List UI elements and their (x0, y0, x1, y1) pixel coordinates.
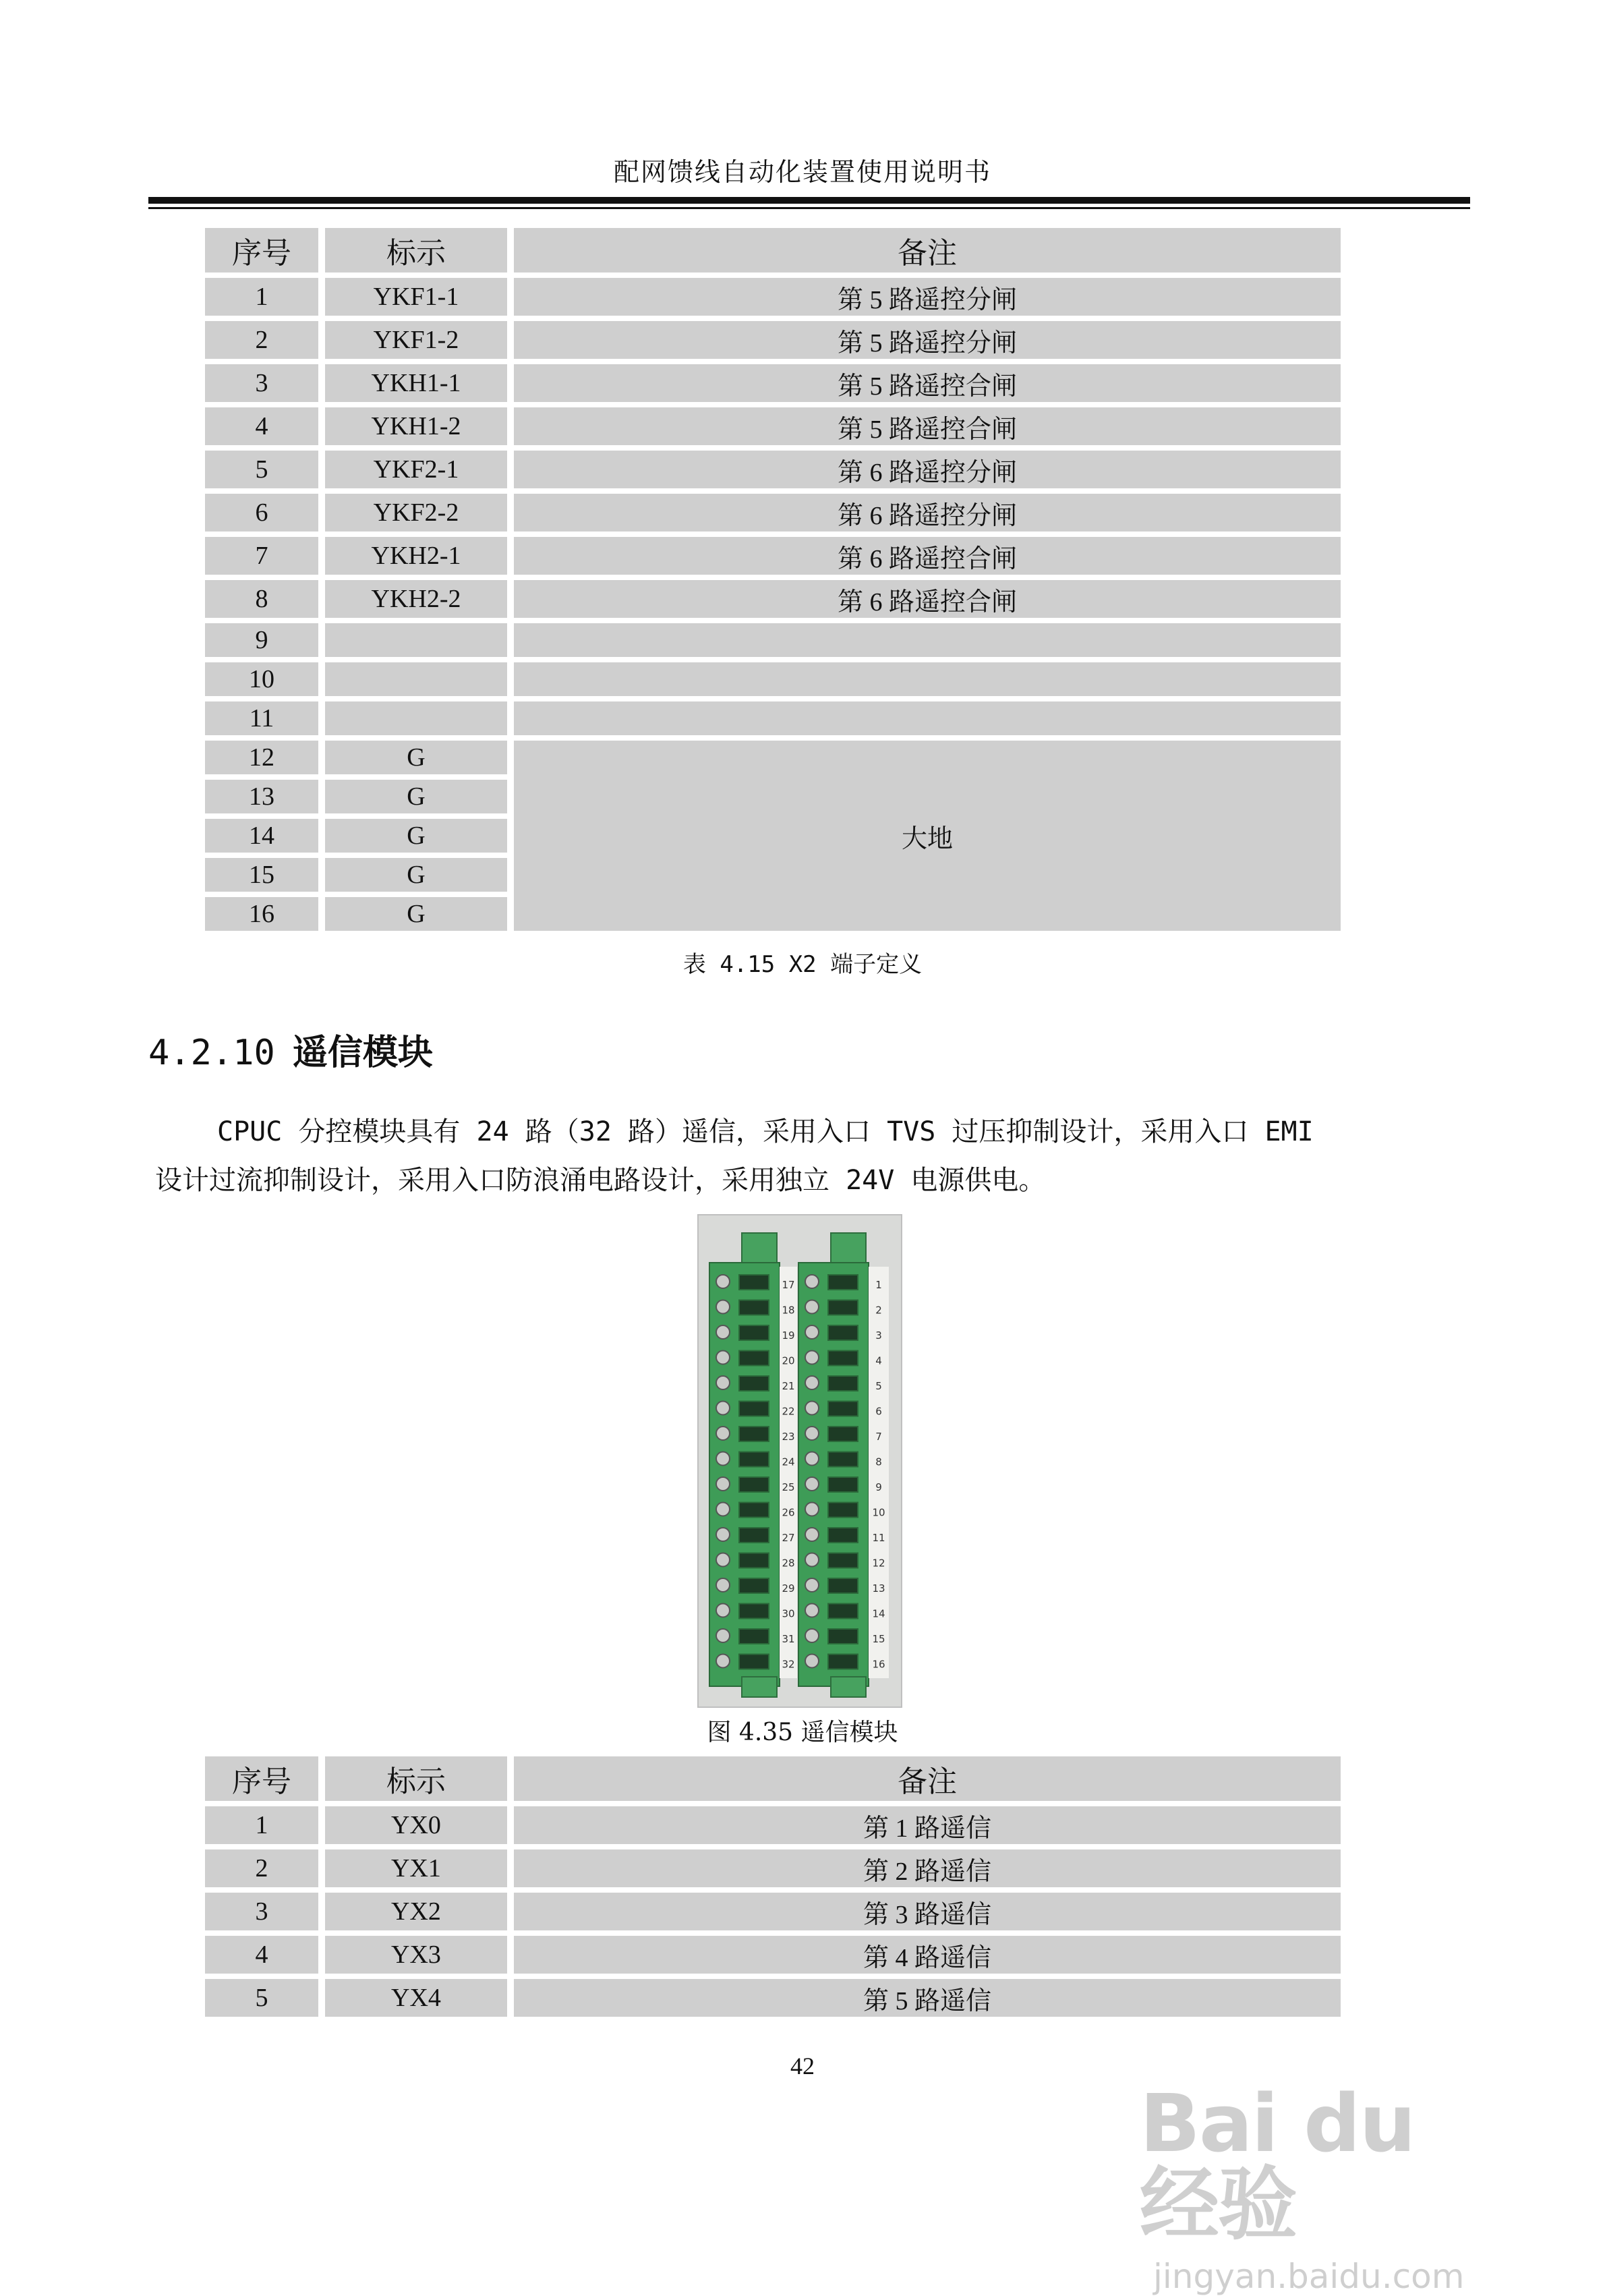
row-label (325, 623, 507, 657)
row-label: YKH2-2 (325, 580, 507, 618)
row-label (325, 701, 507, 735)
section-heading (148, 1024, 433, 1074)
terminal-label: 12 (872, 1557, 885, 1570)
wire-socket (828, 1427, 858, 1441)
row-label: YX2 (325, 1893, 507, 1930)
row-label: YX0 (325, 1806, 507, 1844)
row-label: YKH2-1 (325, 537, 507, 575)
wire-socket (739, 1528, 769, 1543)
merged-note-ground: 大地 (514, 741, 1341, 931)
terminal-label: 13 (872, 1582, 885, 1595)
row-note: 第 6 路遥控分闸 (514, 494, 1341, 532)
table-row (205, 1936, 1341, 1974)
row-label: G (325, 741, 507, 774)
screw-icon (805, 1553, 819, 1567)
row-index: 2 (205, 1849, 318, 1887)
screw-icon (716, 1402, 730, 1415)
table-row (205, 1893, 1341, 1930)
wire-socket (828, 1604, 858, 1619)
wire-socket (828, 1528, 858, 1543)
row-index: 14 (205, 819, 318, 853)
row-label: YKF1-2 (325, 321, 507, 359)
terminal-label: 6 (875, 1405, 882, 1418)
screw-icon (716, 1452, 730, 1466)
screw-icon (716, 1604, 730, 1617)
row-label: YX1 (325, 1849, 507, 1887)
terminal-label: 16 (872, 1658, 885, 1671)
header-note: 备注 (514, 228, 1341, 272)
terminal-label: 1 (875, 1279, 882, 1291)
terminal-label: 28 (782, 1557, 795, 1570)
screw-icon (716, 1477, 730, 1491)
screw-icon (716, 1629, 730, 1642)
wire-socket (739, 1553, 769, 1568)
terminal-label: 19 (782, 1329, 795, 1342)
row-label: G (325, 819, 507, 853)
table-header-row (205, 1756, 1341, 1801)
screw-icon (716, 1503, 730, 1516)
wire-socket (828, 1325, 858, 1340)
row-label (325, 662, 507, 696)
wire-socket (739, 1427, 769, 1441)
table-row (205, 407, 1341, 445)
terminal-label: 9 (875, 1481, 882, 1493)
terminal-label: 20 (782, 1354, 795, 1367)
screw-icon (805, 1578, 819, 1592)
row-index: 10 (205, 662, 318, 696)
terminal-label: 18 (782, 1304, 795, 1317)
screw-icon (805, 1655, 819, 1668)
screw-icon (805, 1503, 819, 1516)
row-note: 第 6 路遥控合闸 (514, 580, 1341, 618)
wire-socket (828, 1402, 858, 1416)
wire-socket (828, 1351, 858, 1366)
screw-icon (805, 1528, 819, 1541)
row-label: G (325, 858, 507, 892)
wire-socket (739, 1578, 769, 1593)
table-row (205, 1806, 1341, 1844)
row-note: 第 5 路遥控合闸 (514, 407, 1341, 445)
screw-icon (805, 1351, 819, 1365)
screw-icon (716, 1325, 730, 1339)
wire-socket (739, 1325, 769, 1340)
row-index: 9 (205, 623, 318, 657)
wire-socket (828, 1477, 858, 1492)
row-note: 第 3 路遥信 (514, 1893, 1341, 1930)
terminal-label: 5 (875, 1380, 882, 1392)
screw-icon (716, 1376, 730, 1389)
table-row (205, 278, 1341, 316)
table-row (205, 364, 1341, 402)
row-label: YKH1-1 (325, 364, 507, 402)
body-paragraph (155, 1108, 1457, 1205)
screw-icon (805, 1629, 819, 1642)
header-index: 序号 (205, 1756, 318, 1801)
screw-icon (805, 1477, 819, 1491)
wire-socket (828, 1300, 858, 1315)
wire-socket (739, 1376, 769, 1391)
watermark-url: jingyan.baidu.com (1153, 2257, 1465, 2296)
page-number: 42 (790, 2053, 815, 2079)
section-title: 遥信模块 (292, 1032, 433, 1073)
row-label: YKH1-2 (325, 407, 507, 445)
table-row (205, 1979, 1341, 2017)
table-row (205, 494, 1341, 532)
left-block-bottom (742, 1677, 777, 1697)
wire-socket (739, 1503, 769, 1518)
header-label: 标示 (325, 228, 507, 272)
screw-icon (805, 1325, 819, 1339)
terminal-label: 32 (782, 1658, 795, 1671)
row-note: 第 5 路遥控合闸 (514, 364, 1341, 402)
row-index: 11 (205, 701, 318, 735)
table-row (205, 580, 1341, 618)
terminal-label: 8 (875, 1456, 882, 1468)
terminal-label: 17 (782, 1279, 795, 1291)
wire-socket (739, 1655, 769, 1669)
row-index: 4 (205, 407, 318, 445)
terminal-label: 22 (782, 1405, 795, 1418)
row-index: 7 (205, 537, 318, 575)
wire-socket (739, 1629, 769, 1644)
wire-socket (739, 1351, 769, 1366)
row-label: G (325, 780, 507, 813)
terminal-label: 25 (782, 1481, 795, 1493)
terminal-label: 10 (872, 1506, 885, 1519)
terminal-label: 23 (782, 1431, 795, 1443)
row-label: YX4 (325, 1979, 507, 2017)
remote-signal-module-photo (697, 1214, 902, 1708)
screw-icon (805, 1402, 819, 1415)
header-label: 标示 (325, 1756, 507, 1801)
screw-icon (805, 1275, 819, 1288)
screw-icon (716, 1553, 730, 1567)
screw-icon (716, 1528, 730, 1541)
row-index: 3 (205, 364, 318, 402)
header-rule-thin (148, 207, 1470, 209)
screw-icon (716, 1655, 730, 1668)
watermark-logo: Bai du 经验 (1140, 2077, 1415, 2251)
row-note: 第 4 路遥信 (514, 1936, 1341, 1974)
table-row (205, 741, 1341, 774)
row-note: 第 6 路遥控分闸 (514, 451, 1341, 488)
figure-caption: 图 4.35 遥信模块 (707, 1719, 898, 1746)
terminal-label: 14 (872, 1607, 885, 1620)
row-note (514, 623, 1341, 657)
row-index: 13 (205, 780, 318, 813)
terminal-label: 3 (875, 1329, 882, 1342)
screw-icon (805, 1452, 819, 1466)
terminal-label: 26 (782, 1506, 795, 1519)
terminal-label: 31 (782, 1633, 795, 1645)
wire-socket (828, 1578, 858, 1593)
row-note (514, 662, 1341, 696)
row-index: 6 (205, 494, 318, 532)
row-label: YKF2-1 (325, 451, 507, 488)
wire-socket (828, 1629, 858, 1644)
table-row (205, 321, 1341, 359)
screw-icon (716, 1578, 730, 1592)
wire-socket (739, 1300, 769, 1315)
row-index: 1 (205, 278, 318, 316)
row-label: YKF1-1 (325, 278, 507, 316)
wire-socket (828, 1275, 858, 1290)
header-index: 序号 (205, 228, 318, 272)
row-label: YX3 (325, 1936, 507, 1974)
right-block-bottom (831, 1677, 866, 1697)
screw-icon (716, 1427, 730, 1440)
wire-socket (739, 1402, 769, 1416)
screw-icon (716, 1275, 730, 1288)
terminal-label: 4 (875, 1354, 882, 1367)
row-index: 2 (205, 321, 318, 359)
wire-socket (828, 1503, 858, 1518)
paragraph-line: 设计过流抑制设计，采用入口防浪涌电路设计，采用独立 24V 电源供电。 (155, 1165, 1046, 1196)
x2-terminal-table (198, 223, 1347, 936)
row-index: 1 (205, 1806, 318, 1844)
table-caption: 表 4.15 X2 端子定义 (682, 951, 923, 978)
row-label: G (325, 897, 507, 931)
table-row (205, 662, 1341, 696)
table-row (205, 451, 1341, 488)
screw-icon (716, 1351, 730, 1365)
table-row (205, 623, 1341, 657)
screw-icon (805, 1427, 819, 1440)
baidu-jingyan-watermark (1140, 2077, 1517, 2296)
wire-socket (739, 1275, 769, 1290)
row-note: 第 2 路遥信 (514, 1849, 1341, 1887)
row-index: 5 (205, 1979, 318, 2017)
row-index: 8 (205, 580, 318, 618)
screw-icon (805, 1376, 819, 1389)
remote-signal-table (198, 1751, 1347, 2022)
row-note (514, 701, 1341, 735)
wire-socket (828, 1655, 858, 1669)
terminal-block-illustration (699, 1215, 901, 1706)
row-index: 4 (205, 1936, 318, 1974)
row-index: 16 (205, 897, 318, 931)
section-number: 4.2.10 (148, 1033, 275, 1073)
screw-icon (805, 1300, 819, 1314)
row-note: 第 6 路遥控合闸 (514, 537, 1341, 575)
table-row (205, 537, 1341, 575)
document-header-title: 配网馈线自动化装置使用说明书 (613, 157, 991, 187)
right-block-cap (831, 1233, 866, 1265)
header-note: 备注 (514, 1756, 1341, 1801)
header-rule-thick (148, 197, 1470, 204)
row-index: 3 (205, 1893, 318, 1930)
terminal-label: 2 (875, 1304, 882, 1317)
wire-socket (739, 1477, 769, 1492)
left-block-cap (742, 1233, 777, 1265)
row-index: 12 (205, 741, 318, 774)
row-index: 5 (205, 451, 318, 488)
row-note: 第 5 路遥信 (514, 1979, 1341, 2017)
terminal-label: 24 (782, 1456, 795, 1468)
terminal-label: 11 (872, 1532, 885, 1544)
row-note: 第 5 路遥控分闸 (514, 321, 1341, 359)
wire-socket (828, 1376, 858, 1391)
row-note: 第 1 路遥信 (514, 1806, 1341, 1844)
wire-socket (739, 1604, 769, 1619)
terminal-label: 30 (782, 1607, 795, 1620)
table-row (205, 1849, 1341, 1887)
row-index: 15 (205, 858, 318, 892)
terminal-label: 7 (875, 1431, 882, 1443)
terminal-label: 27 (782, 1532, 795, 1544)
wire-socket (828, 1553, 858, 1568)
wire-socket (828, 1452, 858, 1467)
screw-icon (805, 1604, 819, 1617)
paragraph-line: CPUC 分控模块具有 24 路（32 路）遥信，采用入口 TVS 过压抑制设计，采用入口 EMI (217, 1116, 1314, 1147)
wire-socket (739, 1452, 769, 1467)
table-row (205, 701, 1341, 735)
terminal-label: 21 (782, 1380, 795, 1392)
terminal-label: 15 (872, 1633, 885, 1645)
row-label: YKF2-2 (325, 494, 507, 532)
row-note: 第 5 路遥控分闸 (514, 278, 1341, 316)
screw-icon (716, 1300, 730, 1314)
terminal-label: 29 (782, 1582, 795, 1595)
table-header-row (205, 228, 1341, 272)
